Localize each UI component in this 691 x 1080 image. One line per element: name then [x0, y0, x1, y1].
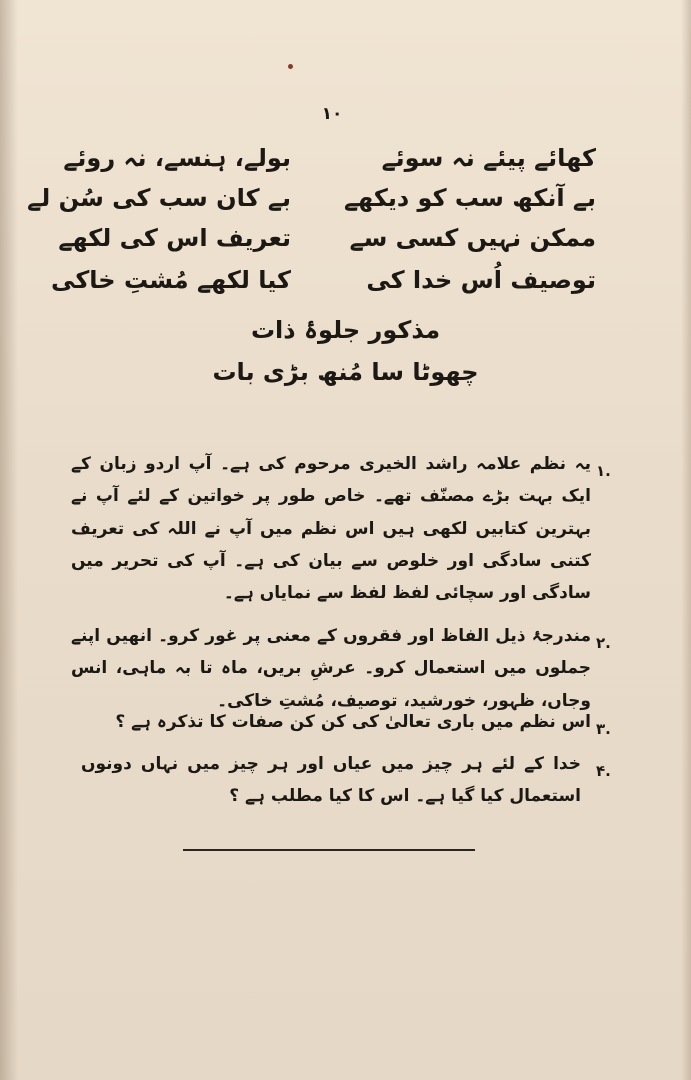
question-4-text: خدا کے لئے ہر چیز میں عیاں اور ہر چیز میں نہاں دونوں استعمال کیا گیا ہے۔ اس کا کیا مطلب ہے ؟ — [81, 754, 581, 807]
question-1-number: ۱. — [596, 462, 611, 480]
poem-line-4-left: کیا لکھے مُشتِ خاکی — [51, 266, 291, 294]
poem-line-4-right: توصیف اُس خدا کی — [366, 266, 596, 294]
page-gutter-shadow — [0, 0, 18, 1080]
poem-line-1-left: بولے، ہنسے، نہ روئے — [63, 144, 291, 172]
poem-closing-line-1: مذکور جلوۂ ذات — [250, 316, 441, 344]
end-divider-rule — [183, 849, 475, 851]
poem-closing-line-2: چھوٹا سا مُنھ بڑی بات — [212, 358, 479, 386]
page-edge-shadow — [681, 0, 691, 1080]
poem-line-2-right: بے آنکھ سب کو دیکھے — [343, 184, 596, 212]
question-3-text: اس نظم میں باری تعالیٰ کی کن کن صفات کا تذکرہ ہے ؟ — [115, 712, 591, 732]
ink-blot — [288, 64, 293, 69]
poem-line-1-right: کھائے پیئے نہ سوئے — [381, 144, 596, 172]
page-number: ۱۰ — [321, 104, 343, 124]
poem-line-3-right: ممکن نہیں کسی سے — [349, 224, 596, 252]
question-4-number: ۴. — [596, 762, 611, 780]
poem-line-2-left: بے کان سب کی سُن لے — [27, 184, 291, 212]
question-1-text: یہ نظم علامہ راشد الخیری مرحوم کی ہے۔ آپ اردو زبان کے ایک بہت بڑے مصنّف تھے۔ خاص طور پر خواتین کے لئے آپ نے بہترین کتابیں لکھی ہیں اس نظم میں آپ نے اللہ کی تعریف کتنی سادگی اور خلوص سے بیان کی ہے۔ آپ کی تحریر میں سادگی اور سچائی لفظ لفظ سے نمایاں ہے۔ — [71, 454, 591, 604]
poem-line-3-left: تعریف اس کی لکھے — [58, 224, 291, 252]
question-3-number: ۳. — [596, 720, 611, 738]
question-2-text: مندرجۂ ذیل الفاظ اور فقروں کے معنی پر غور کرو۔ انھیں اپنے جملوں میں استعمال کرو۔ عرشِ بریں، ماہ تا بہ ماہی، انس وجاں، ظہور، خورشید، توصیف، مُشتِ خاکی۔ — [71, 626, 591, 711]
question-2-number: ۲. — [596, 634, 611, 652]
